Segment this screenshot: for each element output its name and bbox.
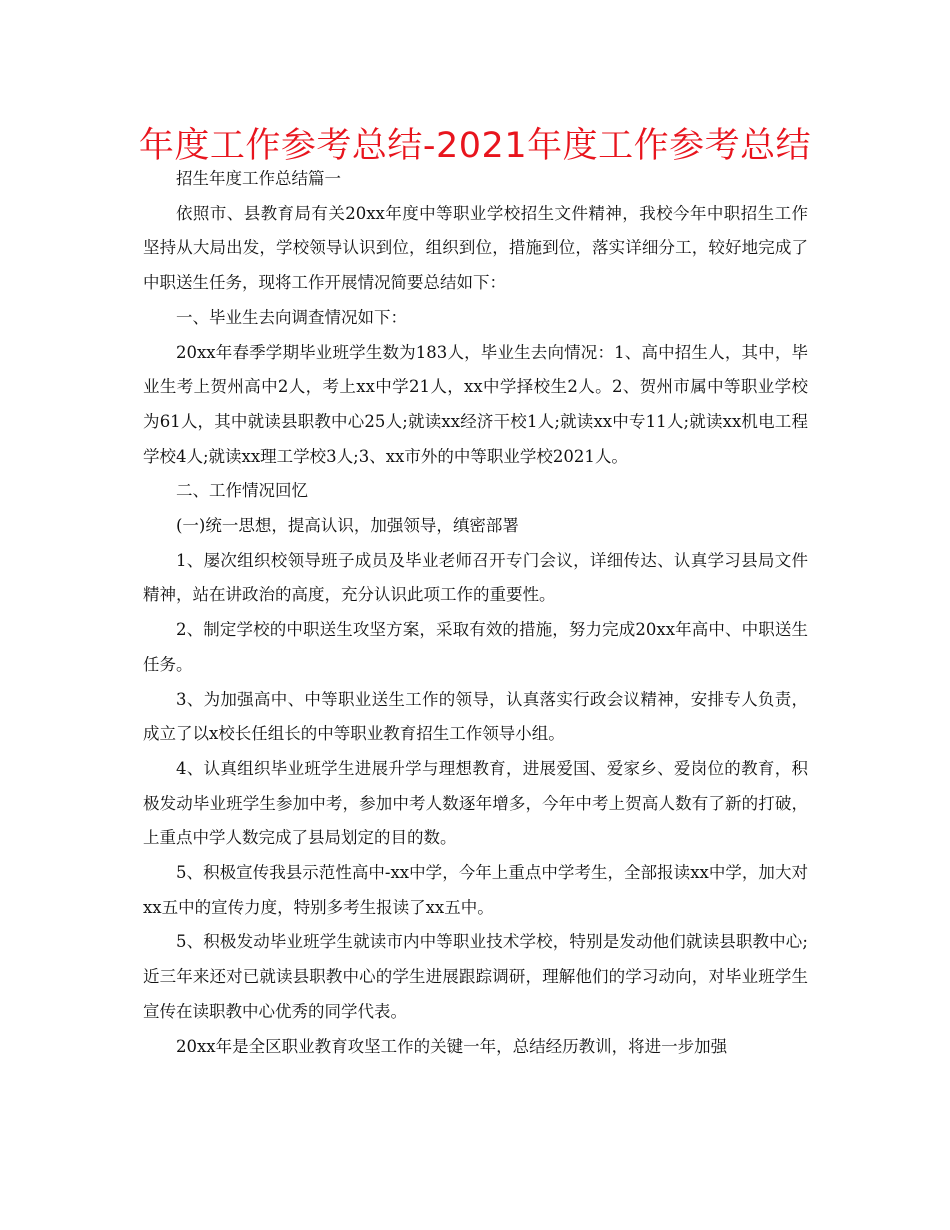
item-paragraph-1: 1、屡次组织校领导班子成员及毕业老师召开专门会议，详细传达、认真学习县局文件精神，站在讲政治的高度，充分认识此项工作的重要性。 <box>143 550 808 605</box>
item-paragraph-3: 3、为加强高中、中等职业送生工作的领导，认真落实行政会议精神，安排专人负责，成立了以x校长任组长的中等职业教育招生工作领导小组。 <box>143 689 808 744</box>
section-heading-2: 二、工作情况回忆 <box>176 481 308 501</box>
item-paragraph-4: 4、认真组织毕业班学生进展升学与理想教育，进展爱国、爱家乡、爱岗位的教育，积极发动毕业班学生参加中考，参加中考人数逐年增多，今年中考上贺高人数有了新的打破，上重点中学人数完成了县局划定的目的数。 <box>143 758 808 848</box>
intro-paragraph: 依照市、县教育局有关20xx年度中等职业学校招生文件精神，我校今年中职招生工作坚持从大局出发，学校领导认识到位，组织到位，措施到位，落实详细分工，较好地完成了中职送生任务，现将工作开展情况简要总结如下： <box>143 203 808 293</box>
closing-paragraph: 20xx年是全区职业教育攻坚工作的关键一年，总结经历教训，将进一步加强 <box>176 1036 728 1056</box>
document-title: 年度工作参考总结-2021年度工作参考总结 <box>138 126 812 166</box>
item-paragraph-5a: 5、积极宣传我县示范性高中-xx中学，今年上重点中学考生，全部报读xx中学，加大对xx五中的宣传力度，特别多考生报读了xx五中。 <box>143 863 808 917</box>
subtitle-paragraph: 招生年度工作总结篇一 <box>176 169 341 188</box>
graduate-destination-paragraph: 20xx年春季学期毕业班学生数为183人，毕业生去向情况：1、高中招生人，其中，毕业生考上贺州高中2人，考上xx中学21人，xx中学择校生2人。2、贺州市属中等职业学校为61人，其中就读县职教中心25人;就读xx经济干校1人;就读xx中专11人;就读xx机电工程学校4人;就读xx理工学校3人;3、xx市外的中等职业学校2021人。 <box>143 342 808 466</box>
document-body <box>143 162 808 1064</box>
section-heading-1: 一、毕业生去向调查情况如下： <box>176 307 407 327</box>
item-paragraph-2: 2、制定学校的中职送生攻坚方案，采取有效的措施，努力完成20xx年高中、中职送生任务。 <box>143 620 808 674</box>
item-paragraph-5b: 5、积极发动毕业班学生就读市内中等职业技术学校，特别是发动他们就读县职教中心;近三年来还对已就读县职教中心的学生进展跟踪调研，理解他们的学习动向，对毕业班学生宣传在读职教中心优秀的同学代表。 <box>143 932 808 1021</box>
subsection-heading: (一)统一思想，提高认识，加强领导，缜密部署 <box>176 516 519 536</box>
